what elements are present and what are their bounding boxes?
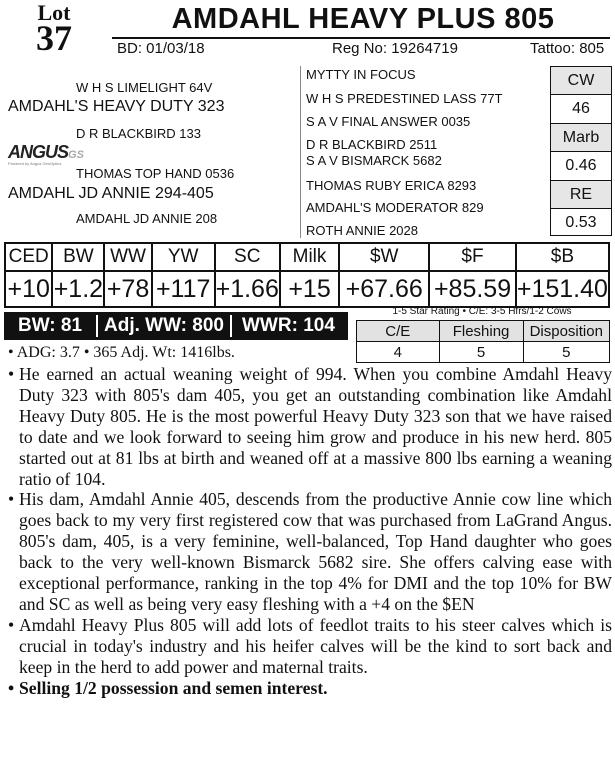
bullet-icon: • (8, 364, 15, 384)
carcass-label-re: RE (551, 181, 611, 209)
paragraph-text: His dam, Amdahl Annie 405, descends from the productive Annie cow line which goes back to my very first registered cow that was purchased from LaGrand Angus. 805's dam, 405, is a very feminine, well-balanced, Top Hand daughter who goes back to the very well-known Bismarck 5682 sire. She offers calving ease with exceptional performance, ranking in the top 4% for DMI and the top 10% for BW and SC as well as being very easy fleshing with a +4 on the $EN (19, 489, 612, 614)
tattoo: Tattoo: 805 (530, 40, 605, 57)
pedigree-sire: AMDAHL'S HEAVY DUTY 323 (8, 98, 225, 115)
epd-header-ced: CED (5, 243, 52, 271)
description-paragraph (8, 489, 612, 614)
epd-header-row (5, 243, 609, 271)
birth-weight: BW: 81 (18, 315, 83, 336)
epd-header-milk: Milk (280, 243, 339, 271)
extended-pedigree-item: S A V BISMARCK 5682 (306, 153, 442, 168)
weights-separator (230, 315, 232, 337)
bullet-icon: • (8, 489, 15, 510)
pedigree-dam-dam: AMDAHL JD ANNIE 208 (76, 211, 218, 226)
score-value-row (357, 342, 610, 363)
weaning-weight-ratio: WWR: 104 (242, 315, 335, 336)
lot-label: Lot (37, 0, 71, 25)
carcass-epd-box (550, 66, 612, 236)
carcass-value-cw: 46 (551, 95, 611, 124)
closing-note (8, 678, 612, 699)
epd-header-ww: WW (104, 243, 151, 271)
epd-header-w-index: $W (339, 243, 429, 271)
page-title: AMDAHL HEAVY PLUS 805 (171, 3, 555, 35)
extended-pedigree-item: S A V FINAL ANSWER 0035 (306, 114, 471, 129)
extended-pedigree-item: AMDAHL'S MODERATOR 829 (306, 200, 484, 215)
score-value-ce: 4 (357, 342, 440, 363)
weights-strip (4, 312, 348, 340)
score-header-disposition: Disposition (523, 321, 610, 342)
epd-value-b-index: +151.40 (516, 271, 609, 307)
star-rating-caption: 1-5 Star Rating • C/E: 3-5 Hfrs/1-2 Cows (392, 306, 572, 317)
extended-pedigree-item: MYTTY IN FOCUS (306, 67, 416, 82)
epd-header-b-index: $B (516, 243, 609, 271)
lot-number: 37 (36, 18, 72, 58)
adg-line: • ADG: 3.7 • 365 Adj. Wt: 1416lbs. (8, 344, 235, 361)
angus-logo-word: ANGUS (8, 142, 69, 162)
extended-pedigree-item: THOMAS RUBY ERICA 8293 (306, 178, 477, 193)
epd-value-w-index: +67.66 (339, 271, 429, 307)
description-paragraph (8, 615, 612, 678)
pedigree-dam: AMDAHL JD ANNIE 294-405 (8, 185, 214, 202)
epd-table (4, 242, 610, 308)
score-table (356, 320, 610, 363)
pedigree-dam-sire: THOMAS TOP HAND 0536 (76, 166, 235, 181)
score-header-fleshing: Fleshing (439, 321, 523, 342)
bullet-icon: • (8, 614, 15, 635)
epd-value-ced: +10 (5, 271, 52, 307)
pedigree-sire-sire: W H S LIMELIGHT 64V (76, 80, 213, 95)
extended-pedigree-item: ROTH ANNIE 2028 (306, 223, 418, 238)
extended-pedigree-item: W H S PREDESTINED LASS 77T (306, 91, 503, 106)
birth-date: BD: 01/03/18 (117, 40, 205, 57)
epd-header-f-index: $F (429, 243, 516, 271)
epd-header-sc: SC (215, 243, 280, 271)
epd-header-bw: BW (52, 243, 104, 271)
angus-logo-tagline: Powered by Angus GenOptics (8, 161, 62, 166)
epd-value-ww: +78 (104, 271, 151, 307)
score-value-disposition: 5 (523, 342, 610, 363)
angus-logo-suffix: GS (68, 149, 84, 161)
bullet-icon: • (8, 677, 15, 698)
score-header-row (357, 321, 610, 342)
epd-value-bw: +1.2 (52, 271, 104, 307)
adjusted-weaning-weight: Adj. WW: 800 (104, 315, 224, 336)
paragraph-text: Amdahl Heavy Plus 805 will add lots of feedlot traits to his steer calves which is crucial in today's industry and his heifer calves will be the kind to sort back and keep in the herd to add power and maternal traits. (19, 614, 612, 677)
closing-text: Selling 1/2 possession and semen interest. (19, 677, 328, 698)
extended-pedigree-item: D R BLACKBIRD 2511 (306, 137, 438, 152)
carcass-label-marb: Marb (551, 124, 611, 152)
epd-value-f-index: +85.59 (429, 271, 516, 307)
epd-value-row (5, 271, 609, 307)
pedigree-sire-dam: D R BLACKBIRD 133 (76, 126, 201, 141)
registration-number: Reg No: 19264719 (332, 40, 458, 57)
score-value-fleshing: 5 (439, 342, 523, 363)
epd-value-yw: +117 (152, 271, 215, 307)
carcass-value-re: 0.53 (565, 214, 597, 231)
epd-value-milk: +15 (280, 271, 339, 307)
score-header-ce: C/E (357, 321, 440, 342)
header-divider (112, 37, 610, 39)
description-paragraph (8, 364, 612, 489)
epd-header-yw: YW (152, 243, 215, 271)
pedigree-divider (300, 66, 301, 238)
epd-value-sc: +1.66 (215, 271, 280, 307)
angus-logo (8, 142, 84, 168)
paragraph-text: He earned an actual weaning weight of 994. When you combine Amdahl Heavy Duty 323 with 805's dam 405, you get an outstanding combination like Amdahl Heavy Duty 805. He is the most powerful Heavy Duty 323 son that we have raised to date and we look forward to seeing him grow and produce in his new herd. 805 started out at 81 lbs at birth and weaned off at a massive 800 lbs earning a weaning ratio of 104. (19, 364, 612, 489)
carcass-value-marb: 0.46 (551, 152, 611, 181)
weights-separator (96, 315, 98, 337)
carcass-label-cw: CW (551, 67, 611, 95)
description (8, 364, 612, 699)
